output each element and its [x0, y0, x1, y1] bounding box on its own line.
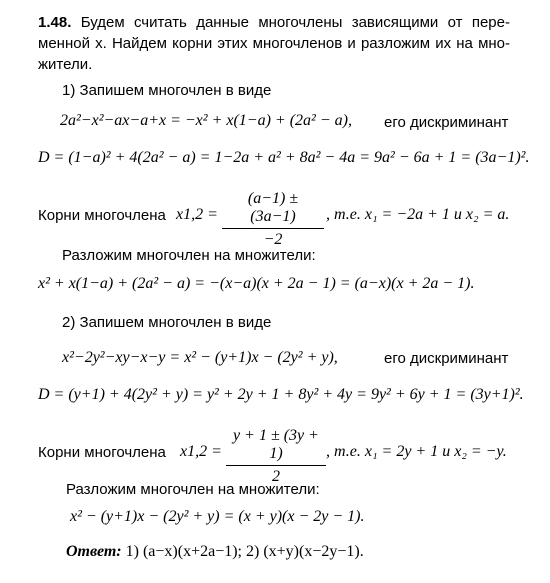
part1-heading: 1) Запишем многочлен в виде [62, 82, 272, 99]
part1-discriminant-word: его дискриминант [384, 114, 509, 131]
part2-roots-lhs: x1,2 = [180, 443, 222, 460]
part2-polynomial: x²−2y²−xy−x−y = x² − (y+1)x − (2y² + y), [62, 349, 338, 366]
part2-discriminant-word: его дискриминант [384, 350, 509, 367]
part1-roots-denominator: −2 [263, 231, 283, 248]
intro-line-1 [38, 14, 510, 32]
part2-roots-fraction [226, 427, 326, 486]
part2-heading: 2) Запишем многочлен в виде [62, 314, 272, 331]
intro-line-3: жители. [38, 56, 93, 73]
intro-line-2: менной x. Найдем корни этих многочленов и разложим их на мно- [38, 35, 510, 52]
intro-text-1: Будем считать данные многочлены зависящими от пере- [80, 14, 510, 31]
part2-factorization: x² − (y+1)x − (2y² + y) = (x + y)(x − 2y − 1). [70, 508, 365, 525]
part2-roots-denominator: 2 [272, 468, 280, 485]
part1-roots-result: , т.е. x₁ = −2a + 1 и x₂ = a. [326, 206, 510, 223]
part1-polynomial: 2a²−x²−ax−a+x = −x² + x(1−a) + (2a² − a), [60, 112, 352, 129]
part2-discriminant: D = (y+1) + 4(2y² + y) = y² + 2y + 1 + 8y² + 4y = 9y² + 6y + 1 = (3y+1)². [38, 386, 524, 403]
part1-roots-fraction [222, 190, 324, 249]
answer-text: 1) (a−x)(x+2a−1); 2) (x+y)(x−2y−1). [125, 543, 364, 560]
part1-factor-label: Разложим многочлен на множители: [62, 247, 316, 264]
part1-discriminant: D = (1−a)² + 4(2a² − a) = 1−2a + a² + 8a² − 4a = 9a² − 6a + 1 = (3a−1)². [38, 149, 530, 166]
part1-roots-label: Корни многочлена [38, 207, 166, 224]
part1-roots-lhs: x1,2 = [176, 206, 218, 223]
part2-roots-label: Корни многочлена [38, 444, 166, 461]
part1-factorization: x² + x(1−a) + (2a² − a) = −(x−a)(x + 2a − 1) = (a−x)(x + 2a − 1). [38, 275, 475, 292]
part1-roots-numerator: (a−1) ± (3a−1) [222, 190, 324, 229]
part2-roots-result: , т.е. x₁ = 2y + 1 и x₂ = −y. [326, 443, 507, 460]
answer-line [66, 543, 364, 561]
part2-factor-label: Разложим многочлен на множители: [66, 481, 320, 498]
answer-label: Ответ: [66, 543, 122, 560]
problem-number: 1.48. [38, 14, 72, 31]
part2-roots-numerator: y + 1 ± (3y + 1) [226, 427, 326, 466]
